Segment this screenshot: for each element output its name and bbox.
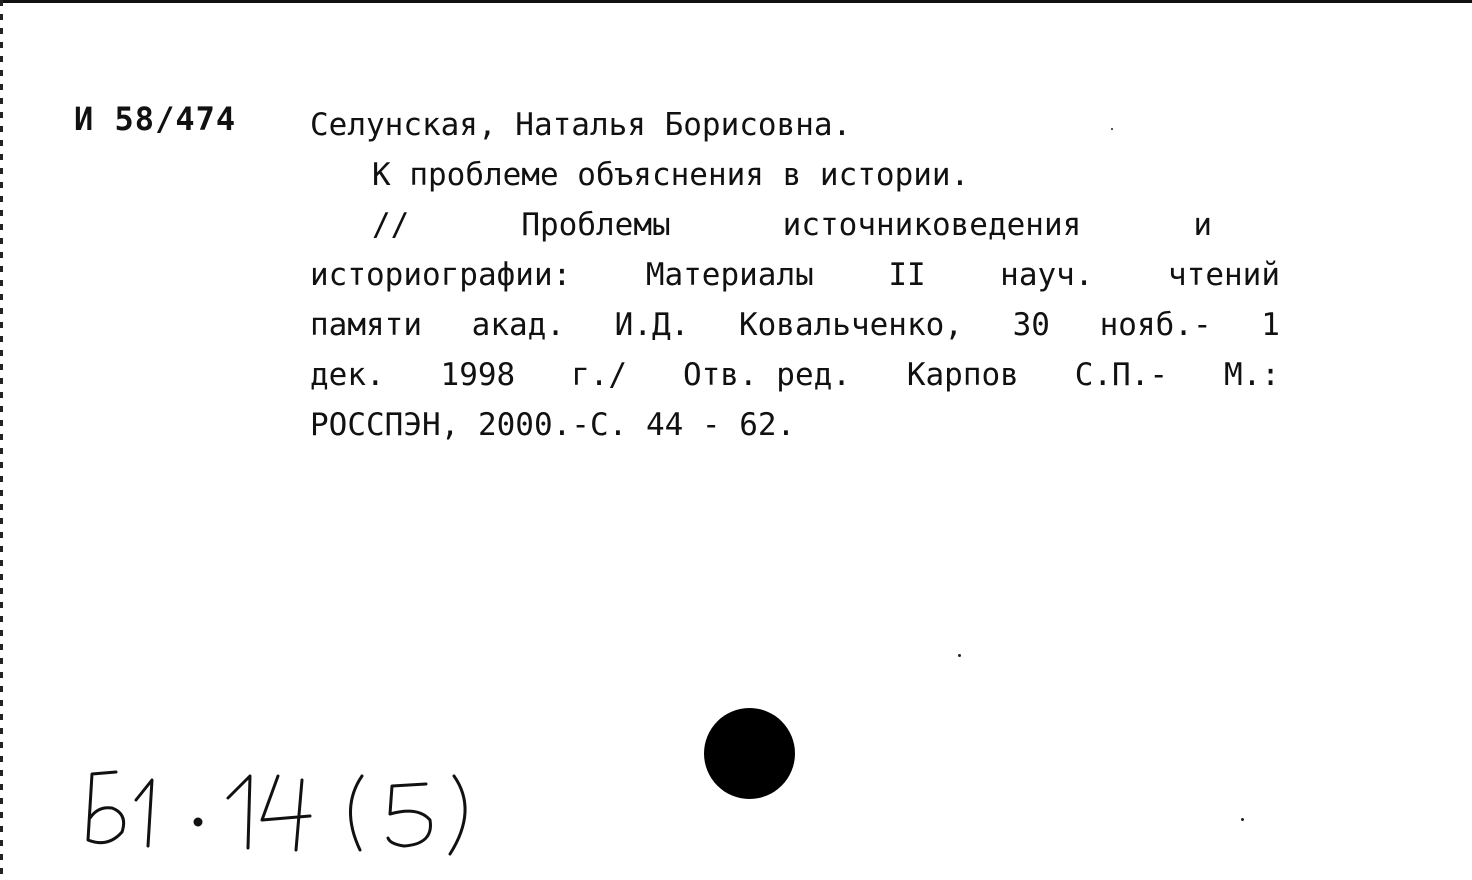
source-line-5: РОССПЭН, 2000.-С. 44 - 62. <box>310 407 796 443</box>
card-top-edge <box>0 0 1472 3</box>
punch-hole <box>704 708 795 799</box>
source-word: 1998 <box>440 357 516 393</box>
source-word: 30 <box>1012 307 1050 343</box>
card-left-edge <box>0 0 3 880</box>
source-word: науч. <box>1000 257 1094 293</box>
source-word: Проблемы <box>521 207 671 243</box>
source-word: Ковальченко, <box>738 307 963 343</box>
source-word: источниковедения <box>782 207 1082 243</box>
source-word: акад. <box>471 307 565 343</box>
source-word: Карпов <box>906 357 1019 393</box>
source-word: г./ <box>571 357 628 393</box>
source-line-2 <box>310 250 1280 300</box>
source-word: дек. <box>310 357 385 393</box>
source-word: // <box>372 207 410 243</box>
source-word: чтений <box>1168 257 1280 293</box>
title-line: К проблеме объяснения в истории. <box>372 157 970 193</box>
source-word: 1 <box>1261 307 1280 343</box>
paper-speck <box>1241 818 1244 821</box>
source-word: II <box>888 257 926 293</box>
paper-speck <box>958 654 961 657</box>
source-word: Материалы <box>645 257 814 293</box>
paper-speck <box>1111 128 1113 130</box>
source-word: Отв. ред. <box>682 357 851 393</box>
source-word: и <box>1193 207 1212 243</box>
handwritten-classification <box>78 758 498 862</box>
source-word: М.: <box>1223 357 1280 393</box>
source-line-1 <box>310 200 1280 250</box>
source-word: И.Д. <box>614 307 690 343</box>
source-line-4 <box>310 350 1280 400</box>
source-word: нояб.- <box>1099 307 1212 343</box>
source-word: С.П.- <box>1074 357 1169 393</box>
source-word: историографии: <box>310 257 572 293</box>
source-word: памяти <box>310 307 422 343</box>
bibliographic-entry <box>310 100 1280 450</box>
author-line: Селунская, Наталья Борисовна. <box>310 107 852 143</box>
source-line-3 <box>310 300 1280 350</box>
shelf-mark: И 58/474 <box>74 100 237 138</box>
handwritten-classification-glyphs <box>78 758 498 858</box>
